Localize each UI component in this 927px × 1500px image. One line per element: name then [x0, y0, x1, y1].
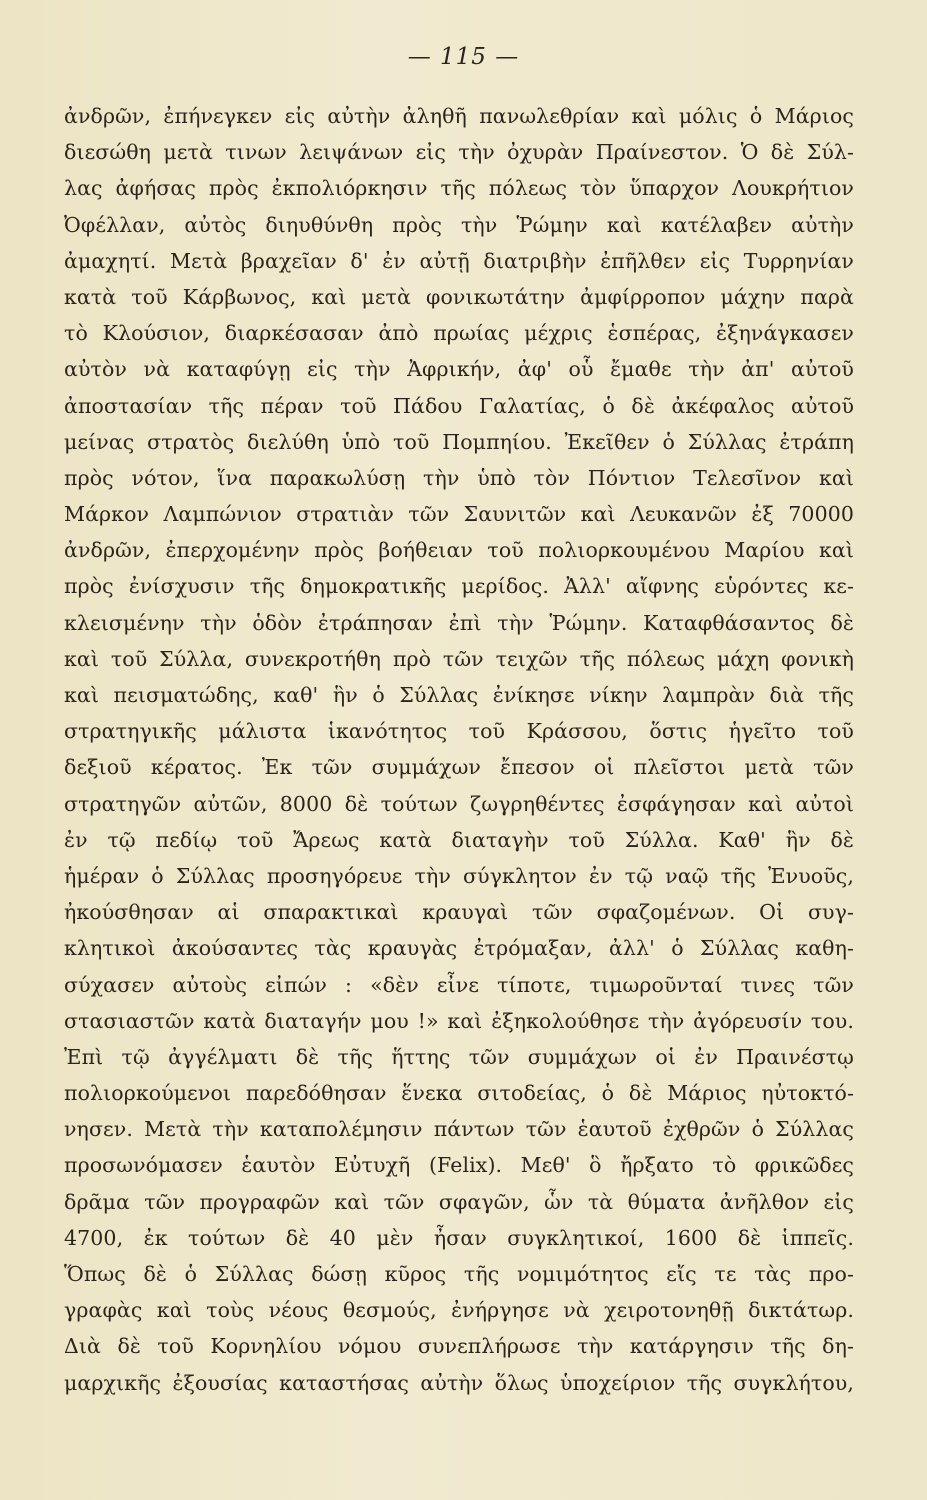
text-line: καὶ τοῦ Σύλλα, συνεκροτήθη πρὸ τῶν τειχῶν τῆς πόλεως μάχη φονικὴ — [64, 646, 854, 671]
text-line: γραφὰς καὶ τοὺς νέους θεσμούς, ἐνήργησε νὰ χειροτονηθῇ δικτάτωρ. — [64, 1298, 854, 1323]
body-text — [64, 98, 854, 1401]
text-line: Ὅπως δὲ ὁ Σύλλας δώσῃ κῦρος τῆς νομιμότητος εἴς τε τὰς προ- — [64, 1262, 854, 1286]
text-line: ἀμαχητί. Μετὰ βραχεῖαν δ' ἐν αὐτῇ διατριβὴν ἐπῆλθεν εἰς Τυρρηνίαν — [64, 248, 854, 273]
text-line: λας ἀφήσας πρὸς ἐκπολιόρκησιν τῆς πόλεως τὸν ὕπαρχον Λουκρήτιον — [64, 176, 854, 201]
text-line: στρατηγῶν αὐτῶν, 8000 δὲ τούτων ζωγρηθέντες ἐσφάγησαν καὶ αὐτοὶ — [64, 791, 854, 816]
text-line: δρᾶμα τῶν προγραφῶν καὶ τῶν σφαγῶν, ὧν τὰ θύματα ἀνῆλθον εἰς — [64, 1189, 854, 1214]
text-line: ἀνδρῶν, ἐπήνεγκεν εἰς αὐτὴν ἀληθῆ πανωλεθρίαν καὶ μόλις ὁ Μάριος — [64, 104, 854, 128]
text-line: διεσώθη μετὰ τινων λειψάνων εἰς τὴν ὀχυρὰν Πραίνεστον. Ὁ δὲ Σύλ- — [64, 140, 854, 165]
text-line: δεξιοῦ κέρατος. Ἐκ τῶν συμμάχων ἔπεσον οἱ πλεῖστοι μετὰ τῶν — [64, 755, 854, 780]
text-line: ἀποστασίαν τῆς πέραν τοῦ Πάδου Γαλατίας, ὁ δὲ ἀκέφαλος αὐτοῦ — [64, 393, 854, 418]
text-line: καὶ πεισματώδης, καθ' ἣν ὁ Σύλλας ἐνίκησε νίκην λαμπρὰν διὰ τῆς — [64, 683, 854, 707]
text-line: μαρχικῆς ἐξουσίας καταστήσας αὐτὴν ὅλως ὑποχείριον τῆς συγκλήτου, — [64, 1370, 854, 1395]
text-line: ἡμέραν ὁ Σύλλας προσηγόρευε τὴν σύγκλητον ἐν τῷ ναῷ τῆς Ἐνυοῦς, — [64, 863, 854, 888]
text-line: Διὰ δὲ τοῦ Κορνηλίου νόμου συνεπλήρωσε τὴν κατάργησιν τῆς δη- — [64, 1334, 854, 1359]
text-line: Ἐπὶ τῷ ἀγγέλματι δὲ τῆς ἥττης τῶν συμμάχων οἱ ἐν Πραινέστῳ — [64, 1044, 854, 1069]
text-line: σύχασεν αὐτοὺς εἰπών : «δὲν εἶνε τίποτε, τιμωροῦνταί τινες τῶν — [64, 972, 854, 997]
text-line: προσωνόμασεν ἑαυτὸν Εὐτυχῆ (Felix). Μεθ' ὃ ἤρξατο τὸ φρικῶδες — [64, 1153, 854, 1178]
text-line: κλητικοὶ ἀκούσαντες τὰς κραυγὰς ἐτρόμαξαν, ἀλλ' ὁ Σύλλας καθη- — [64, 936, 854, 961]
text-line: κλεισμένην τὴν ὁδὸν ἐτράπησαν ἐπὶ τὴν Ῥώμην. Καταφθάσαντος δὲ — [64, 610, 854, 635]
text-line: Ὀφέλλαν, αὐτὸς διηυθύνθη πρὸς τὴν Ῥώμην καὶ κατέλαβεν αὐτὴν — [64, 212, 854, 237]
text-line: κατὰ τοῦ Κάρβωνος, καὶ μετὰ φονικωτάτην ἀμφίρροπον μάχην παρὰ — [64, 284, 854, 309]
text-line: τὸ Κλούσιον, διαρκέσασαν ἀπὸ πρωίας μέχρις ἑσπέρας, ἐξηνάγκασεν — [64, 321, 854, 346]
text-line: ἀνδρῶν, ἐπερχομένην πρὸς βοήθειαν τοῦ πολιορκουμένου Μαρίου καὶ — [64, 538, 854, 563]
text-line: πρὸς νότον, ἵνα παρακωλύσῃ τὴν ὑπὸ τὸν Πόντιον Τελεσῖνον καὶ — [64, 465, 854, 490]
text-line: μείνας στρατὸς διελύθη ὑπὸ τοῦ Πομπηίου. Ἐκεῖθεν ὁ Σύλλας ἐτράπη — [64, 429, 854, 454]
text-line: 4700, ἐκ τούτων δὲ 40 μὲν ἦσαν συγκλητικοί, 1600 δὲ ἱππεῖς. — [64, 1225, 854, 1250]
text-line: ἠκούσθησαν αἱ σπαρακτικαὶ κραυγαὶ τῶν σφαζομένων. Οἱ συγ- — [64, 900, 854, 925]
text-line: ἐν τῷ πεδίῳ τοῦ Ἄρεως κατὰ διαταγὴν τοῦ Σύλλα. Καθ' ἣν δὲ — [64, 827, 854, 852]
text-line: αὐτὸν νὰ καταφύγῃ εἰς τὴν Ἀφρικήν, ἀφ' οὗ ἔμαθε τὴν ἀπ' αὐτοῦ — [64, 357, 854, 382]
text-line: πολιορκούμενοι παρεδόθησαν ἕνεκα σιτοδείας, ὁ δὲ Μάριος ηὐτοκτό- — [64, 1081, 854, 1106]
text-line: Μάρκον Λαμπώνιον στρατιὰν τῶν Σαυνιτῶν καὶ Λευκανῶν ἐξ 70000 — [64, 502, 854, 527]
page-number: — 115 — — [407, 44, 520, 70]
text-line: στρατηγικῆς μάλιστα ἱκανότητος τοῦ Κράσσου, ὅστις ἡγεῖτο τοῦ — [64, 719, 854, 744]
text-line: νησεν. Μετὰ τὴν καταπολέμησιν πάντων τῶν ἑαυτοῦ ἐχθρῶν ὁ Σύλλας — [64, 1117, 854, 1142]
text-line: στασιαστῶν κατὰ διαταγήν μου !» καὶ ἐξηκολούθησε τὴν ἀγόρευσίν του. — [64, 1008, 854, 1033]
text-line: πρὸς ἐνίσχυσιν τῆς δημοκρατικῆς μερίδος. Ἀλλ' αἴφνης εὑρόντες κε- — [64, 574, 854, 599]
